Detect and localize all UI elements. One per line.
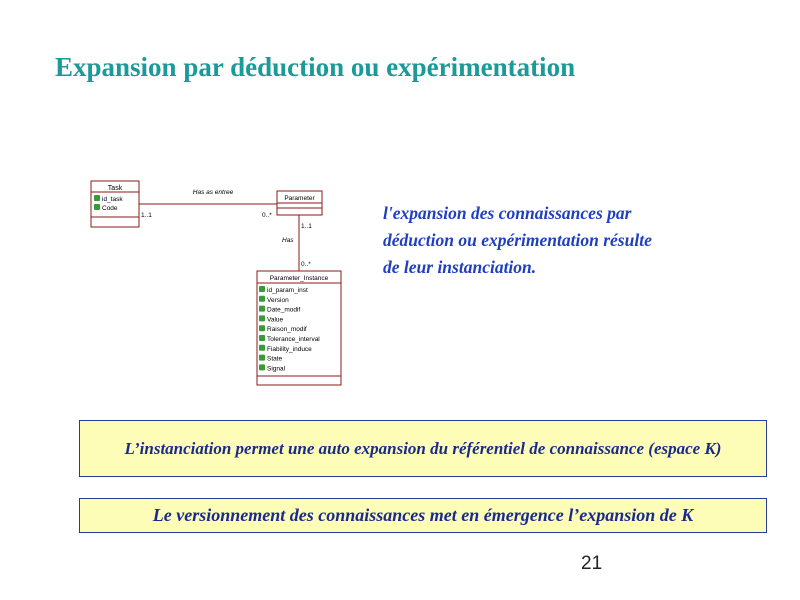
attribute-label: Value xyxy=(267,316,284,324)
attribute-label: id_task xyxy=(102,196,123,203)
class-parameter-instance-name: Parameter_Instance xyxy=(269,275,329,282)
instantiation-callout xyxy=(79,420,767,477)
class-parameter-instance xyxy=(257,271,341,385)
class-task xyxy=(91,181,139,227)
explanation-text xyxy=(383,200,753,281)
association-has xyxy=(282,215,312,271)
attribute-label: Raison_modif xyxy=(267,326,307,334)
attribute-icon xyxy=(259,315,265,321)
attribute-label: id_param_inst xyxy=(267,287,308,294)
attribute-icon xyxy=(259,286,265,292)
attribute-label: Fiability_induce xyxy=(267,345,312,353)
attribute-icon xyxy=(94,204,100,210)
class-parameter-name: Parameter xyxy=(284,195,315,202)
attribute-icon xyxy=(259,306,265,312)
attribute-label: State xyxy=(267,355,283,363)
page-number: 21 xyxy=(581,553,603,574)
attribute-icon xyxy=(259,296,265,302)
explanation-line: déduction ou expérimentation résulte xyxy=(383,230,652,250)
multiplicity-label: 0..* xyxy=(262,212,272,219)
class-task-name: Task xyxy=(107,185,123,192)
multiplicity-label: 1..1 xyxy=(141,212,152,219)
explanation-line: de leur instanciation. xyxy=(383,257,537,277)
attribute-label: Signal xyxy=(267,365,286,373)
attribute-label: Code xyxy=(102,205,118,212)
attribute-icon xyxy=(259,345,265,351)
class-parameter-instance-attr xyxy=(259,325,307,333)
association-label: Has as entree xyxy=(192,189,234,196)
attribute-icon xyxy=(94,195,100,201)
explanation-line: l'expansion des connaissances par xyxy=(383,203,632,223)
association-has-as-entree xyxy=(139,189,277,219)
class-parameter-instance-attr xyxy=(259,286,308,294)
class-parameter-instance-attr xyxy=(259,345,312,353)
attribute-icon xyxy=(259,335,265,341)
multiplicity-label: 0..* xyxy=(301,261,311,268)
attribute-label: Tolerance_interval xyxy=(267,336,320,343)
attribute-icon xyxy=(259,355,265,361)
slide-title: Expansion par déduction ou expérimentation xyxy=(55,52,576,82)
versioning-callout-text: Le versionnement des connaissances met en émergence l’expansion de K xyxy=(152,505,694,525)
attribute-icon xyxy=(259,364,265,370)
instantiation-callout-text: L’instanciation permet une auto expansion du référentiel de connaissance (espace K) xyxy=(124,438,722,458)
multiplicity-label: 1..1 xyxy=(301,223,312,230)
attribute-label: Date_modif xyxy=(267,306,301,314)
class-parameter xyxy=(277,191,322,215)
versioning-callout xyxy=(79,498,767,533)
class-parameter-instance-attr xyxy=(259,335,320,343)
association-label: Has xyxy=(282,237,294,244)
attribute-icon xyxy=(259,325,265,331)
attribute-label: Version xyxy=(267,296,289,304)
